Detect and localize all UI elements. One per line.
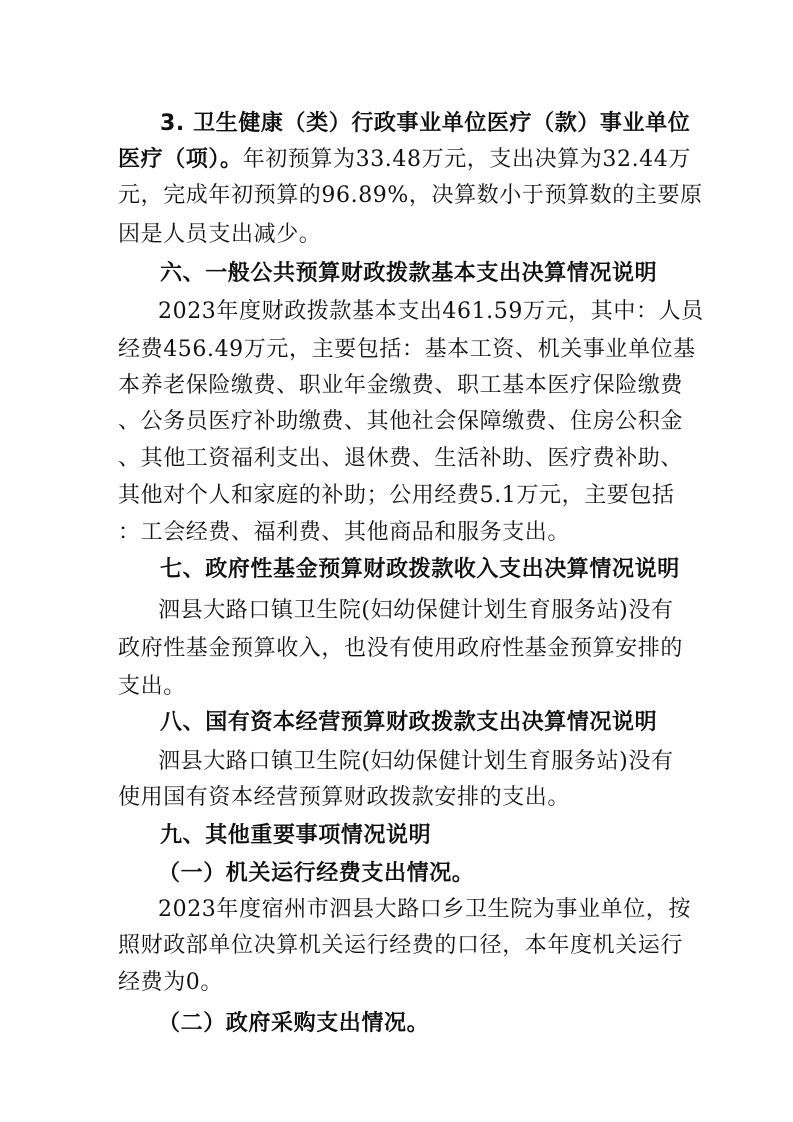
section-6-line: 其他对个人和家庭的补助；公用经费5.1万元，主要包括 <box>118 483 675 508</box>
item-3-line-4: 因是人员支出减少。 <box>118 222 322 247</box>
section-9-subsection-1-title: （一）机关运行经费支出情况。 <box>158 861 475 886</box>
item-3-line-3: 元，完成年初预算的96.89%，决算数小于预算数的主要原 <box>118 183 703 208</box>
item-3-heading-line-1: 3. 卫生健康（类）行政事业单位医疗（款）事业单位 <box>160 111 691 136</box>
section-9-subsection-1-line: 2023年度宿州市泗县大路口乡卫生院为事业单位，按 <box>158 897 691 922</box>
section-6-line: 、其他工资福利支出、退休费、生活补助、医疗费补助、 <box>118 446 684 471</box>
section-9-subsection-1-line: 照财政部单位决算机关运行经费的口径，本年度机关运行 <box>118 933 684 958</box>
section-7-line: 支出。 <box>118 674 186 699</box>
item-3-line-2 <box>118 142 691 178</box>
section-7-line: 政府性基金预算收入，也没有使用政府性基金预算安排的 <box>118 636 684 661</box>
section-9-title: 九、其他重要事项情况说明 <box>160 823 432 848</box>
section-6-line: 、公务员医疗补助缴费、其他社会保障缴费、住房公积金 <box>118 409 684 434</box>
section-8-line: 使用国有资本经营预算财政拨款安排的支出。 <box>118 785 571 810</box>
section-6-title: 六、一般公共预算财政拨款基本支出决算情况说明 <box>160 261 658 286</box>
item-3-budget-text: 年初预算为33.48万元，支出决算为32.44万 <box>242 147 691 172</box>
section-8-title: 八、国有资本经营预算财政拨款支出决算情况说明 <box>160 710 658 735</box>
section-6-line: 经费456.49万元，主要包括：基本工资、机关事业单位基 <box>118 337 696 362</box>
section-9-subsection-1-line: 经费为0。 <box>118 970 223 995</box>
section-7-title: 七、政府性基金预算财政拨款收入支出决算情况说明 <box>160 557 680 582</box>
section-6-line: 2023年度财政拨款基本支出461.59万元，其中：人员 <box>158 299 704 324</box>
section-6-line: 本养老保险缴费、职业年金缴费、职工基本医疗保险缴费 <box>118 373 684 398</box>
item-3-heading-tail: 医疗（项）。 <box>118 147 243 172</box>
section-6-line: ：工会经费、福利费、其他商品和服务支出。 <box>118 520 571 545</box>
section-9-subsection-2-title: （二）政府采购支出情况。 <box>158 1011 430 1036</box>
section-7-line: 泗县大路口镇卫生院(妇幼保健计划生育服务站)没有 <box>158 598 674 623</box>
section-8-line: 泗县大路口镇卫生院(妇幼保健计划生育服务站)没有 <box>158 749 674 774</box>
